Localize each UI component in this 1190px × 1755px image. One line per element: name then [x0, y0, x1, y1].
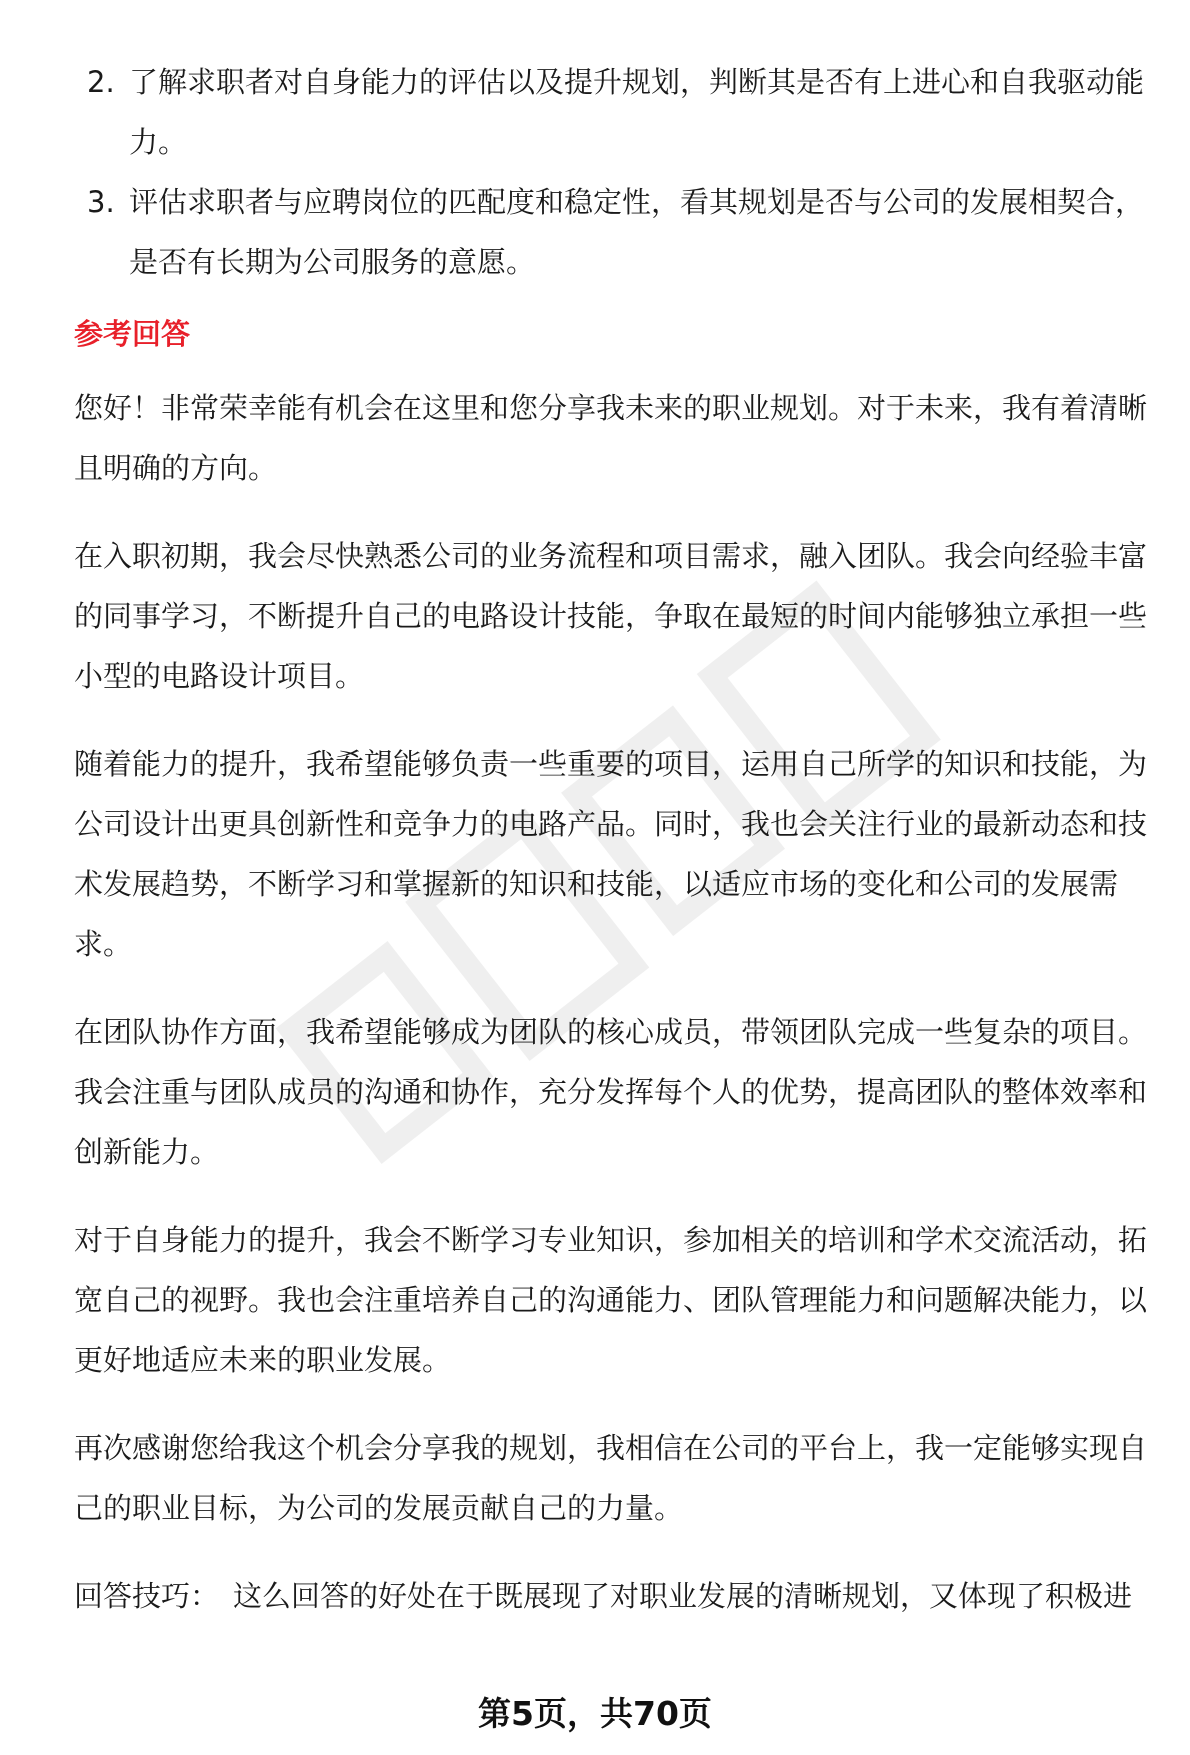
paragraph: 对于自身能力的提升，我会不断学习专业知识，参加相关的培训和学术交流活动，拓宽自己的视野。我也会注重培养自己的沟通能力、团队管理能力和问题解决能力，以更好地适应未来的职业发展。 [74, 1223, 1148, 1377]
tips-text: 这么回答的好处在于既展现了对职业发展的清晰规划，又体现了积极进 [233, 1579, 1133, 1613]
list-item-number: 2. [87, 65, 115, 99]
tips-label: 回答技巧： [74, 1579, 220, 1613]
paragraph: 在入职初期，我会尽快熟悉公司的业务流程和项目需求，融入团队。我会向经验丰富的同事学习，不断提升自己的电路设计技能，争取在最短的时间内能够独立承担一些小型的电路设计项目。 [74, 539, 1148, 693]
page-number-footer: 第5页，共70页 [478, 1694, 712, 1733]
list-item-number: 3. [87, 185, 115, 219]
paragraph: 随着能力的提升，我希望能够负责一些重要的项目，运用自己所学的知识和技能，为公司设计出更具创新性和竞争力的电路产品。同时，我也会关注行业的最新动态和技术发展趋势，不断学习和掌握新的知识和技能，以适应市场的变化和公司的发展需求。 [74, 747, 1148, 961]
list-item-text: 了解求职者对自身能力的评估以及提升规划，判断其是否有上进心和自我驱动能力。 [129, 65, 1145, 159]
list-item-text: 评估求职者与应聘岗位的匹配度和稳定性，看其规划是否与公司的发展相契合，是否有长期为公司服务的意愿。 [129, 185, 1145, 279]
main-content [74, 52, 1164, 1626]
answer-tips [74, 1566, 1164, 1626]
paragraph: 在团队协作方面，我希望能够成为团队的核心成员，带领团队完成一些复杂的项目。我会注重与团队成员的沟通和协作，充分发挥每个人的优势，提高团队的整体效率和创新能力。 [74, 1015, 1148, 1169]
list-item [74, 52, 1164, 172]
section-title: 参考回答 [74, 317, 191, 351]
paragraph: 您好！非常荣幸能有机会在这里和您分享我未来的职业规划。对于未来，我有着清晰且明确的方向。 [74, 391, 1148, 485]
list-item [74, 172, 1164, 292]
paragraph: 再次感谢您给我这个机会分享我的规划，我相信在公司的平台上，我一定能够实现自己的职业目标，为公司的发展贡献自己的力量。 [74, 1431, 1148, 1525]
numbered-list [74, 52, 1164, 292]
